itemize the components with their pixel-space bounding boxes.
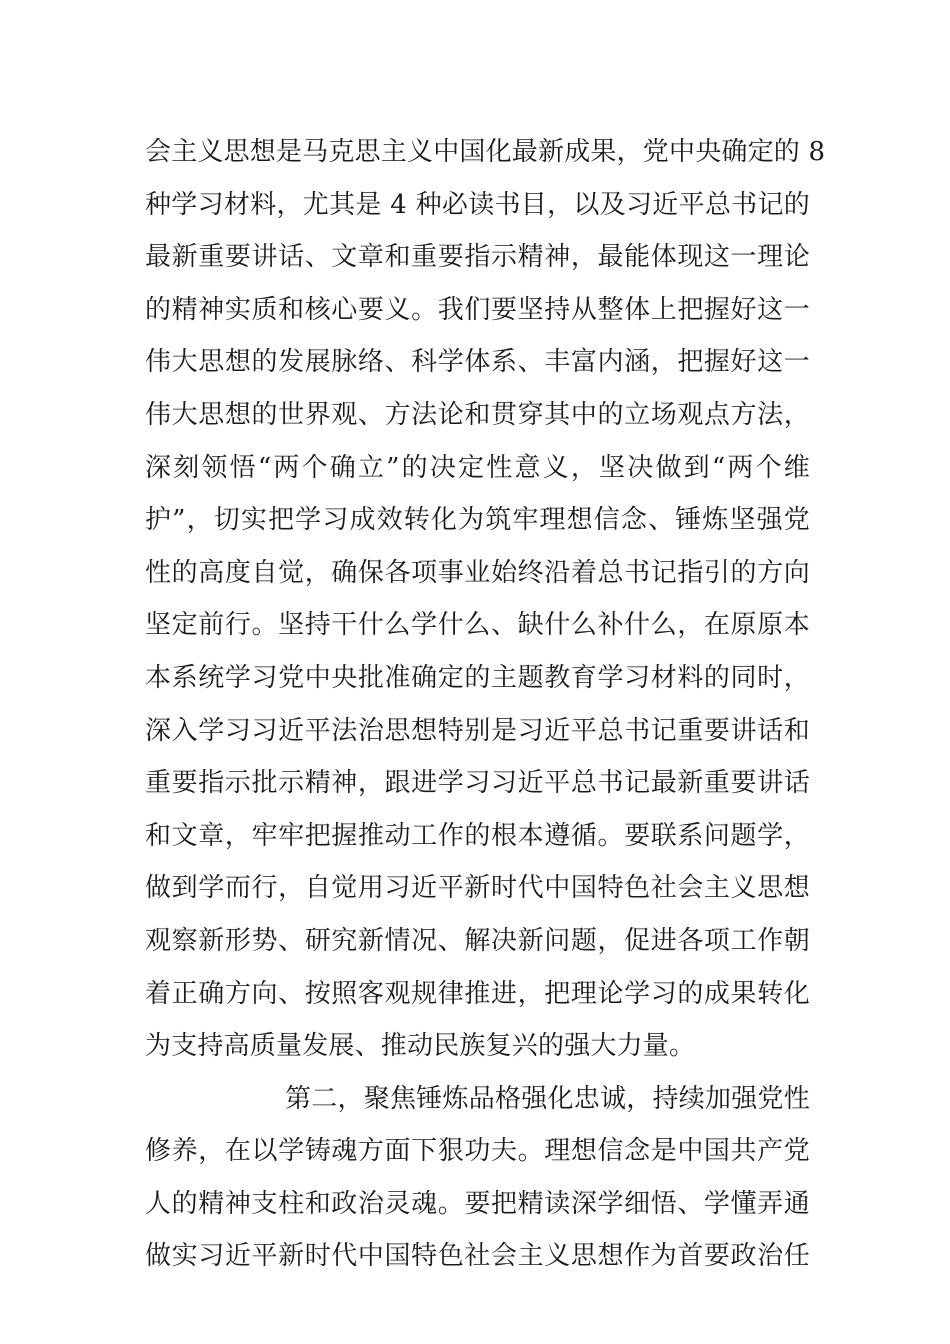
- text-line: 和文章，牢牢把握推动工作的根本遵循。要联系问题学，: [145, 820, 810, 851]
- text-line: 伟大思想的世界观、方法论和贯穿其中的立场观点方法，: [145, 399, 810, 430]
- text-line: 深入学习习近平法治思想特别是习近平总书记重要讲话和: [145, 715, 810, 746]
- text-line: 伟大思想的发展脉络、科学体系、丰富内涵，把握好这一: [145, 347, 810, 378]
- text-line: 为支持高质量发展、推动民族复兴的强大力量。: [145, 1031, 696, 1062]
- text-line: 性的高度自觉，确保各项事业始终沿着总书记指引的方向: [145, 557, 810, 588]
- text-line: 本系统学习党中央批准确定的主题教育学习材料的同时，: [145, 662, 810, 693]
- text-line: 最新重要讲话、文章和重要指示精神，最能体现这一理论: [145, 242, 810, 273]
- section-heading-line: 第二，聚焦锤炼品格强化忠诚，持续加强党性: [285, 1083, 810, 1114]
- text-line: 的精神实质和核心要义。我们要坚持从整体上把握好这一: [145, 294, 810, 325]
- text-line: 修养，在以学铸魂方面下狠功夫。理想信念是中国共产党: [145, 1136, 810, 1167]
- text-line: 做到学而行，自觉用习近平新时代中国特色社会主义思想: [145, 873, 810, 904]
- text-line: 种学习材料，尤其是 4 种必读书目，以及习近平总书记的: [145, 189, 810, 220]
- text-line: 着正确方向、按照客观规律推进，把理论学习的成果转化: [145, 978, 810, 1009]
- text-line: 重要指示批示精神，跟进学习习近平总书记最新重要讲话: [145, 768, 810, 799]
- text-line: 人的精神支柱和政治灵魂。要把精读深学细悟、学懂弄通: [145, 1188, 810, 1219]
- text-line: 坚定前行。坚持干什么学什么、缺什么补什么，在原原本: [145, 610, 810, 641]
- text-line: 做实习近平新时代中国特色社会主义思想作为首要政治任: [145, 1241, 810, 1272]
- text-line: 护”，切实把学习成效转化为筑牢理想信念、锤炼坚强党: [145, 505, 810, 536]
- text-line: 观察新形势、研究新情况、解决新问题，促进各项工作朝: [145, 925, 810, 956]
- body-text: [145, 126, 826, 1283]
- text-line: 深刻领悟“两个确立”的决定性意义，坚决做到“两个维: [145, 452, 810, 483]
- text-line: 会主义思想是马克思主义中国化最新成果，党中央确定的 8: [145, 137, 826, 167]
